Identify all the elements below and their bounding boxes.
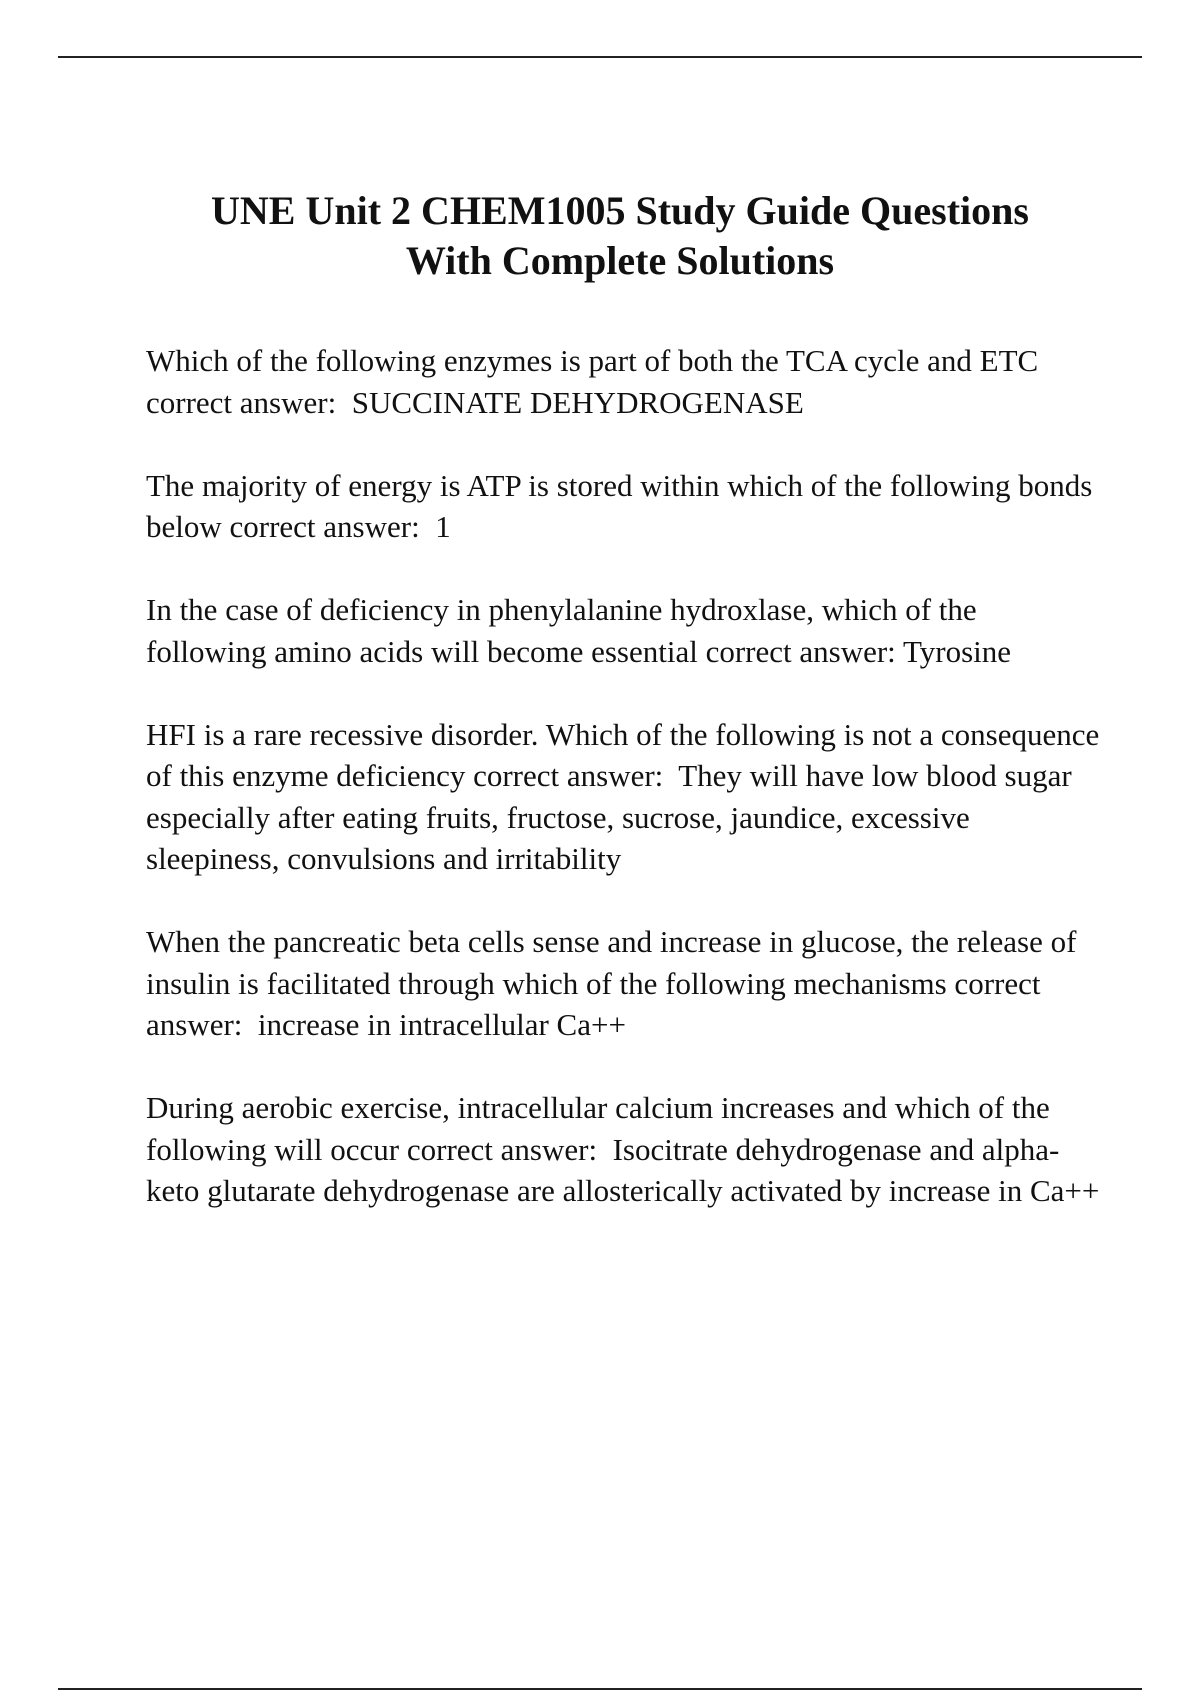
- qa-item-6: [146, 1087, 1101, 1212]
- top-divider: [58, 56, 1142, 58]
- title-line-2: With Complete Solutions: [405, 238, 835, 283]
- qa-item-4: [146, 714, 1107, 880]
- answer-text: Isocitrate dehydrogenase and alpha-keto glutarate dehydrogenase are allosterically activated by increase in Ca++: [146, 1131, 1100, 1208]
- answer-text: increase in intracellular Ca++: [257, 1007, 626, 1042]
- question-text: HFI is a rare recessive disorder. Which of the following is not a consequence of this enzyme deficiency correct answer:: [146, 716, 1107, 793]
- bottom-divider: [58, 1688, 1142, 1690]
- answer-text: Tyrosine: [902, 633, 1012, 669]
- qa-item-1: [146, 340, 1101, 423]
- question-text: The majority of energy is ATP is stored within which of the following bonds below correct answer:: [146, 467, 1101, 544]
- question-text: During aerobic exercise, intracellular calcium increases and which of the following will occur correct answer:: [146, 1090, 1058, 1167]
- question-text: In the case of deficiency in phenylalanine hydroxlase, which of the following amino acids will become essential correct answer:: [146, 592, 985, 669]
- title-line-1: UNE Unit 2 CHEM1005 Study Guide Questions: [211, 188, 1029, 233]
- qa-list: [146, 340, 1107, 1253]
- page-title: [80, 186, 1160, 286]
- qa-item-2: [146, 465, 1101, 548]
- qa-item-5: [146, 921, 1101, 1046]
- question-text: When the pancreatic beta cells sense and increase in glucose, the release of insulin is facilitated through which of the following mechanisms correct answer:: [146, 924, 1085, 1042]
- answer-text: They will have low blood sugar especially after eating fruits, fructose, sucrose, jaundice, excessive sleepiness, convulsions and irritability: [146, 758, 1080, 876]
- qa-item-3: [146, 589, 1101, 672]
- question-text: Which of the following enzymes is part of both the TCA cycle and ETC correct answer:: [146, 343, 1046, 420]
- answer-text: 1: [435, 509, 451, 544]
- answer-text: SUCCINATE DEHYDROGENASE: [351, 384, 804, 420]
